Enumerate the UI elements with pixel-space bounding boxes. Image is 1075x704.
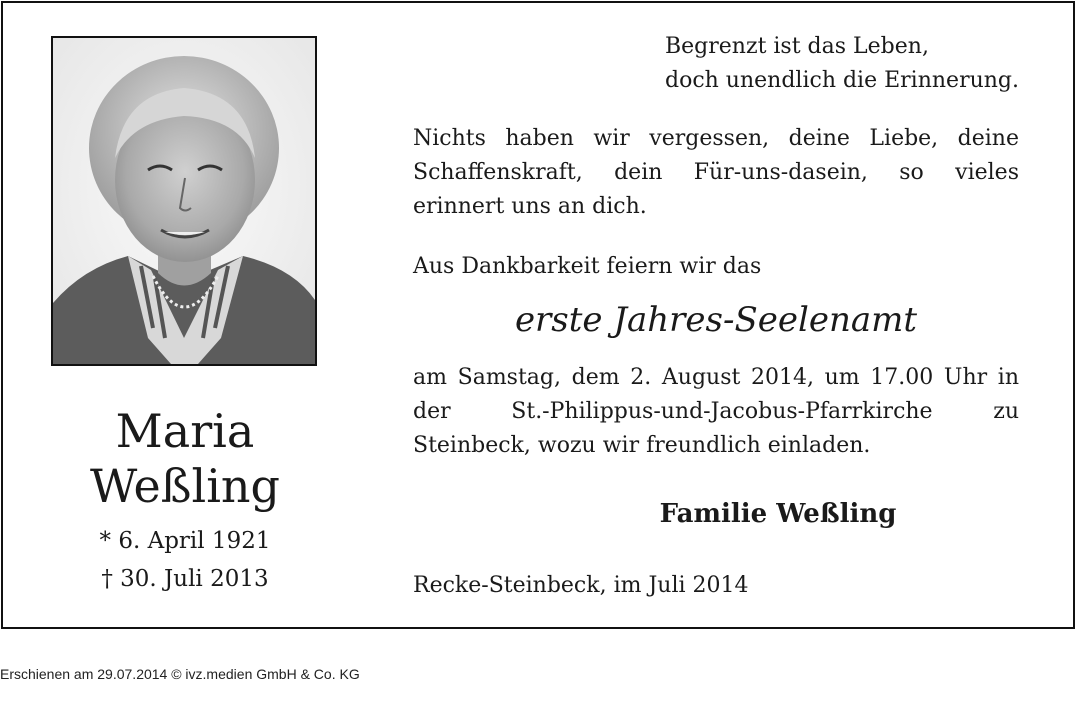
quote-line-1: Begrenzt ist das Leben, — [665, 34, 929, 59]
publication-credit: Erschienen am 29.07.2014 © ivz.medien GmbH & Co. KG — [0, 666, 360, 682]
portrait-photo — [51, 36, 317, 366]
birth-date: * 6. April 1921 — [99, 528, 271, 554]
memorial-quote — [665, 30, 1065, 98]
deceased-first-name: Maria — [115, 404, 255, 458]
death-date: † 30. Juli 2013 — [101, 566, 269, 592]
portrait-image — [53, 38, 315, 364]
signature: Familie Weßling — [659, 499, 897, 529]
service-details: am Samstag, dem 2. August 2014, um 17.00 Uhr in der St.-Philippus-und-Jacobus-Pfarrkirche zu Steinbeck, wozu wir freundlich einladen. — [413, 365, 1019, 458]
event-title: erste Jahres-Seelenamt — [514, 300, 918, 340]
remembrance-paragraph: Nichts haben wir vergessen, deine Liebe, deine Schaffenskraft, dein Für-uns-dasein, so vieles erinnert uns an dich. — [413, 126, 1019, 219]
deceased-last-name: Weßling — [90, 459, 280, 513]
quote-line-2: doch unendlich die Erinnerung. — [665, 68, 1020, 93]
gratitude-intro: Aus Dankbarkeit feiern wir das — [413, 254, 762, 279]
place-and-date: Recke-Steinbeck, im Juli 2014 — [413, 573, 749, 598]
